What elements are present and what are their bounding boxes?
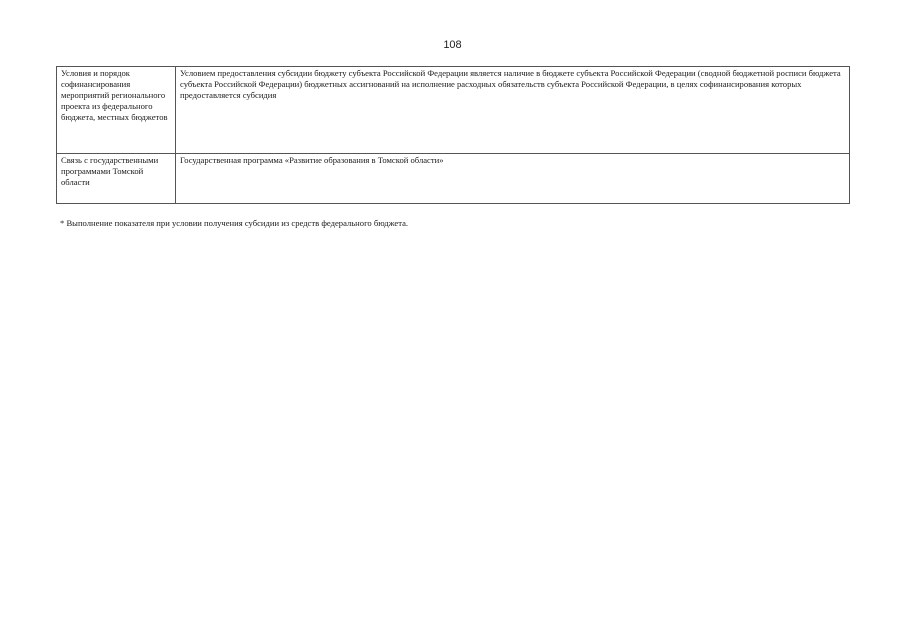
project-conditions-table <box>56 66 850 204</box>
page-number: 108 <box>443 39 462 51</box>
row-value-programs: Государственная программа «Развитие образования в Томской области» <box>176 154 850 204</box>
footnote: * Выполнение показателя при условии получения субсидии из средств федерального бюджета. <box>60 218 409 228</box>
row-label-programs: Связь с государственными программами Томской области <box>57 154 176 204</box>
row-value-cofinancing: Условием предоставления субсидии бюджету субъекта Российской Федерации является наличие в бюджете субъекта Российской Федерации (сводной бюджетной росписи бюджета субъекта Российской Федерации) бюджетных ассигнований на исполнение расходных обязательств субъекта Российской Федерации, в целях софинансирования которых предоставляется субсидия <box>176 67 850 154</box>
table-row-programs <box>57 154 850 204</box>
row-label-cofinancing: Условия и порядок софинансирования мероприятий регионального проекта из федерального бюджета, местных бюджетов <box>57 67 176 154</box>
table-row-cofinancing <box>57 67 850 154</box>
